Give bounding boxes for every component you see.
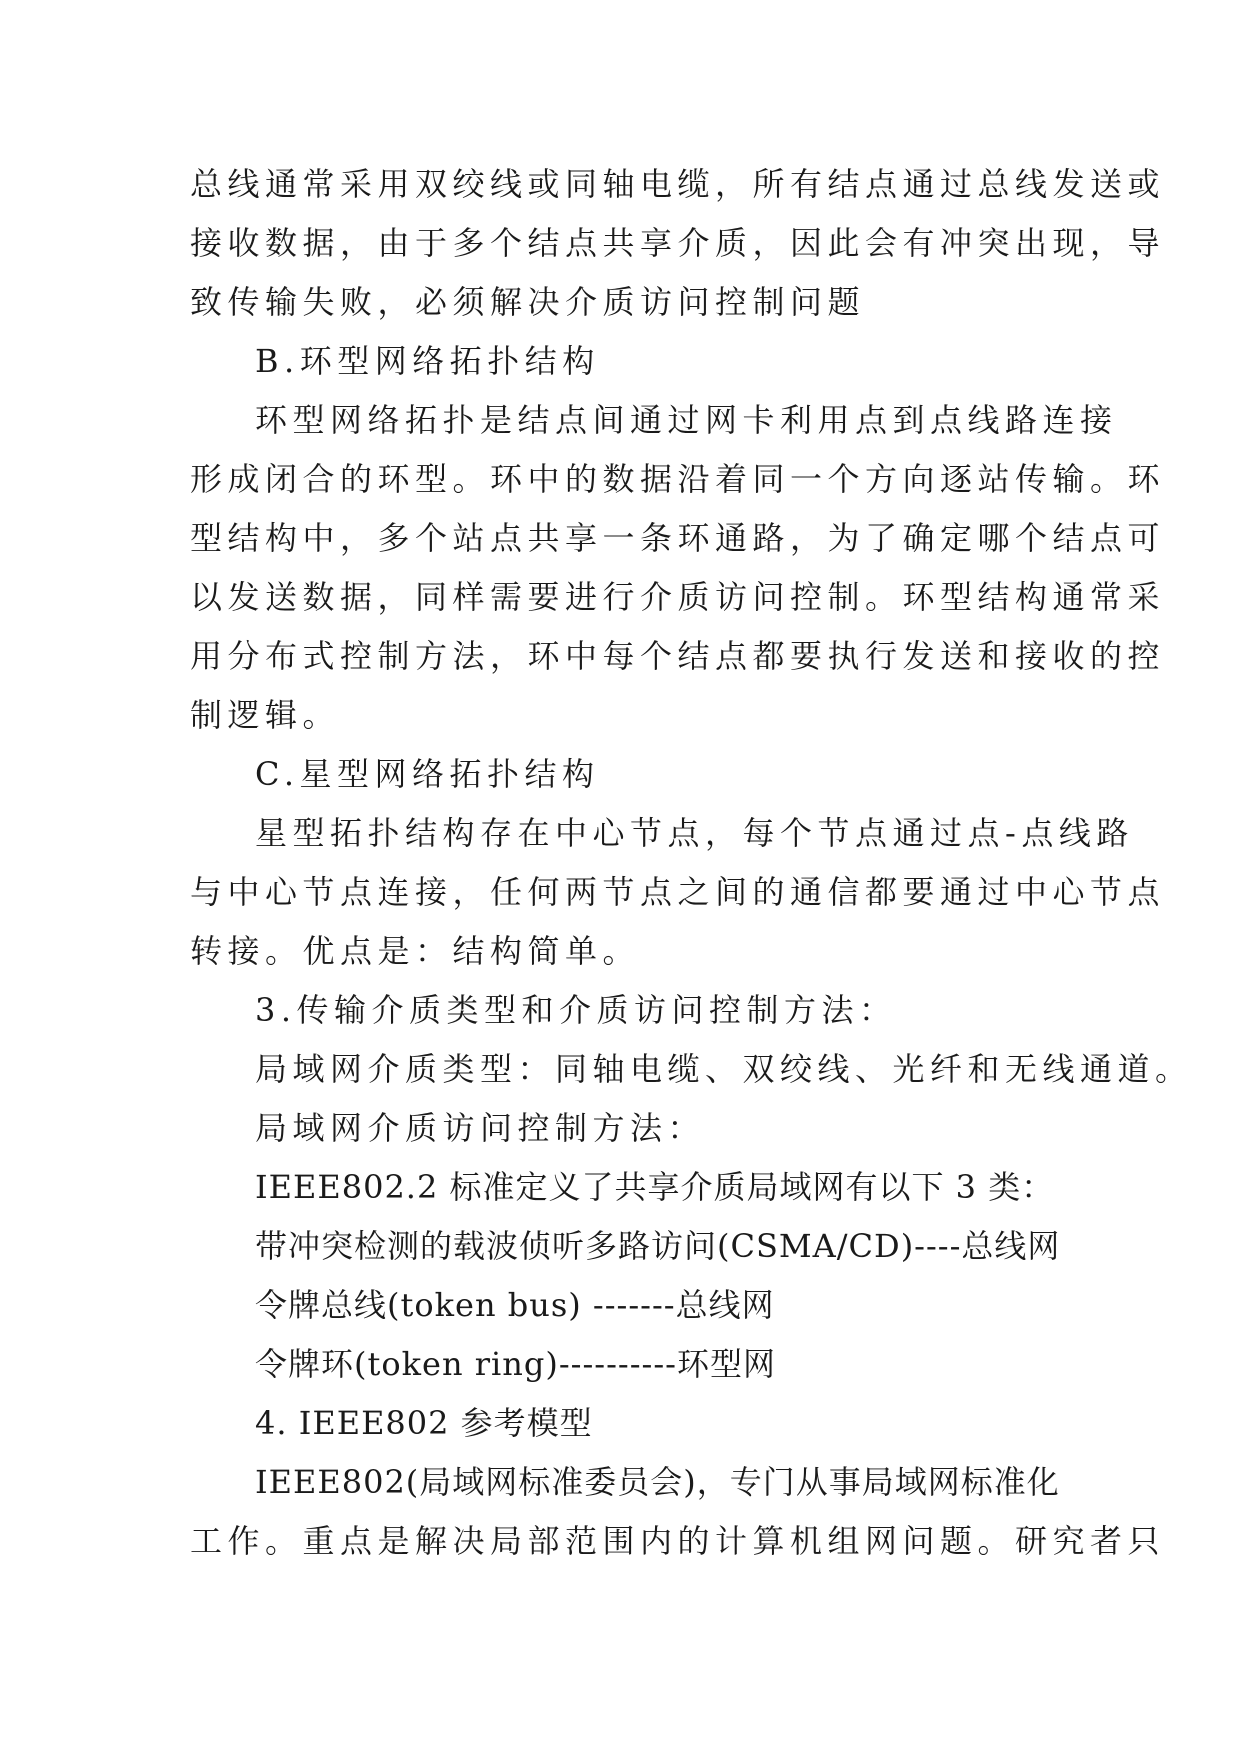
section-heading-ieee802: 4. IEEE802 参考模型 <box>255 1404 593 1442</box>
paragraph-line: 局域网介质访问控制方法： <box>255 1109 706 1147</box>
paragraph-line: 工作。重点是解决局部范围内的计算机组网问题。研究者只 <box>190 1522 1166 1560</box>
paragraph-line: IEEE802.2 标准定义了共享介质局域网有以下 3 类： <box>255 1168 1055 1206</box>
paragraph-line: IEEE802(局域网标准委员会)，专门从事局域网标准化 <box>255 1463 1060 1501</box>
list-item: 令牌总线(token bus) -------总线网 <box>255 1286 775 1324</box>
paragraph-line: 用分布式控制方法，环中每个结点都要执行发送和接收的控 <box>190 637 1166 675</box>
paragraph-line: 局域网介质类型：同轴电缆、双绞线、光纤和无线通道。 <box>255 1050 1193 1088</box>
paragraph-line: 转接。优点是：结构简单。 <box>190 932 641 970</box>
paragraph-line: 环型网络拓扑是结点间通过网卡利用点到点线路连接 <box>255 401 1118 439</box>
paragraph-line: 与中心节点连接，任何两节点之间的通信都要通过中心节点 <box>190 873 1166 911</box>
paragraph-line: 制逻辑。 <box>190 696 341 734</box>
paragraph-line: 星型拓扑结构存在中心节点，每个节点通过点-点线路 <box>255 814 1134 852</box>
paragraph-line: 以发送数据，同样需要进行介质访问控制。环型结构通常采 <box>190 578 1166 616</box>
paragraph-line: 致传输失败，必须解决介质访问控制问题 <box>190 283 866 321</box>
section-heading-media: 3.传输介质类型和介质访问控制方法： <box>255 991 897 1029</box>
section-heading-star: C.星型网络拓扑结构 <box>255 755 600 793</box>
section-heading-ring: B.环型网络拓扑结构 <box>255 342 600 380</box>
paragraph-line: 接收数据，由于多个结点共享介质，因此会有冲突出现，导 <box>190 224 1166 262</box>
list-item: 令牌环(token ring)----------环型网 <box>255 1345 776 1383</box>
document-body <box>190 155 1193 1571</box>
list-item: 带冲突检测的载波侦听多路访问(CSMA/CD)----总线网 <box>255 1227 1061 1265</box>
paragraph-line: 形成闭合的环型。环中的数据沿着同一个方向逐站传输。环 <box>190 460 1166 498</box>
paragraph-line: 型结构中，多个站点共享一条环通路，为了确定哪个结点可 <box>190 519 1166 557</box>
paragraph-line: 总线通常采用双绞线或同轴电缆，所有结点通过总线发送或 <box>190 165 1166 203</box>
